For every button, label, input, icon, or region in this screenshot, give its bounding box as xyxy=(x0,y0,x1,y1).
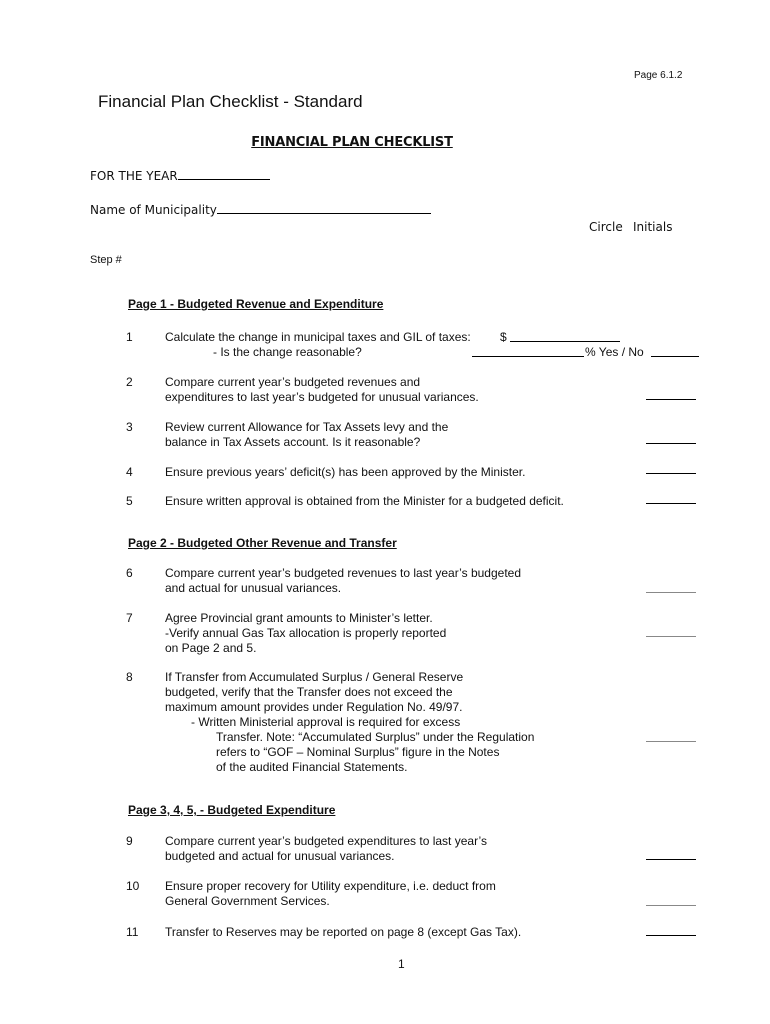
section-title: Page 1 - Budgeted Revenue and Expenditure xyxy=(128,297,384,311)
municipality-field xyxy=(90,203,431,217)
initials-blank xyxy=(646,741,696,742)
step-number: 4 xyxy=(126,465,133,479)
step-text: Transfer to Reserves may be reported on page 8 (except Gas Tax). xyxy=(165,925,522,939)
step-number: 5 xyxy=(126,494,133,508)
step-number: 10 xyxy=(126,879,140,893)
step-number: 9 xyxy=(126,834,133,848)
circle-column-header: Circle xyxy=(589,220,623,234)
step-text: budgeted and actual for unusual variances. xyxy=(165,849,395,863)
initials-blank xyxy=(646,399,696,400)
step-text: Compare current year’s budgeted expenditures to last year’s xyxy=(165,834,487,848)
step-number: 11 xyxy=(126,925,139,939)
step-number: 7 xyxy=(126,611,133,625)
step-text: on Page 2 and 5. xyxy=(165,641,257,655)
step-number: 2 xyxy=(126,375,133,389)
step-number: 8 xyxy=(126,670,133,684)
step-text: Ensure written approval is obtained from the Minister for a budgeted deficit. xyxy=(165,494,564,508)
municipality-blank xyxy=(217,203,431,214)
step-number-header: Step # xyxy=(90,254,122,266)
municipality-label: Name of Municipality xyxy=(90,203,217,217)
initials-blank xyxy=(646,473,696,474)
initials-blank xyxy=(646,935,696,936)
page-number: 1 xyxy=(398,957,405,971)
step-text: Transfer. Note: “Accumulated Surplus” under the Regulation xyxy=(216,730,535,744)
yes-no-option: % Yes / No xyxy=(585,345,644,359)
page-reference: Page 6.1.2 xyxy=(634,70,683,81)
document-title: Financial Plan Checklist - Standard xyxy=(98,92,363,111)
step-text: Compare current year’s budgeted revenues to last year’s budgeted xyxy=(165,566,521,580)
step-text: balance in Tax Assets account. Is it reasonable? xyxy=(165,435,421,449)
step-text: If Transfer from Accumulated Surplus / General Reserve xyxy=(165,670,464,684)
initials-blank xyxy=(646,443,696,444)
step-text: maximum amount provides under Regulation No. 49/97. xyxy=(165,700,463,714)
step-text: Review current Allowance for Tax Assets levy and the xyxy=(165,420,449,434)
initials-blank xyxy=(646,636,696,637)
initials-blank xyxy=(646,503,696,504)
for-the-year-field xyxy=(90,169,270,183)
step-text: Ensure previous years’ deficit(s) has been approved by the Minister. xyxy=(165,465,526,479)
checklist-heading: FINANCIAL PLAN CHECKLIST xyxy=(251,135,453,150)
step-text: of the audited Financial Statements. xyxy=(216,760,408,774)
percent-change-blank xyxy=(472,356,584,357)
step-text: and actual for unusual variances. xyxy=(165,581,342,595)
step-number: 6 xyxy=(126,566,133,580)
step-number: 1 xyxy=(126,330,133,344)
for-the-year-blank xyxy=(178,169,270,180)
step-text: - Written Ministerial approval is required for excess xyxy=(191,715,461,729)
step-text: budgeted, verify that the Transfer does not exceed the xyxy=(165,685,453,699)
step-text: Agree Provincial grant amounts to Minister’s letter. xyxy=(165,611,433,625)
initials-blank xyxy=(646,592,696,593)
initials-blank xyxy=(646,905,696,906)
step-text: Compare current year’s budgeted revenues and xyxy=(165,375,421,389)
step-text: General Government Services. xyxy=(165,894,330,908)
dollar-sign: $ xyxy=(500,330,507,344)
step-text: refers to “GOF – Nominal Surplus” figure in the Notes xyxy=(216,745,500,759)
section-title: Page 2 - Budgeted Other Revenue and Transfer xyxy=(128,536,397,550)
step-text: expenditures to last year’s budgeted for unusual variances. xyxy=(165,390,479,404)
step-number: 3 xyxy=(126,420,133,434)
step-text: - Is the change reasonable? xyxy=(213,345,362,359)
initials-column-header: Initials xyxy=(633,220,673,234)
initials-blank xyxy=(646,859,696,860)
section-title: Page 3, 4, 5, - Budgeted Expenditure xyxy=(128,803,336,817)
step-text: Ensure proper recovery for Utility expenditure, i.e. deduct from xyxy=(165,879,496,893)
initials-blank xyxy=(651,356,699,357)
step-text: -Verify annual Gas Tax allocation is properly reported xyxy=(165,626,447,640)
for-the-year-label: FOR THE YEAR xyxy=(90,169,178,183)
step-text: Calculate the change in municipal taxes and GIL of taxes: xyxy=(165,330,471,344)
tax-change-amount-blank xyxy=(510,341,620,342)
